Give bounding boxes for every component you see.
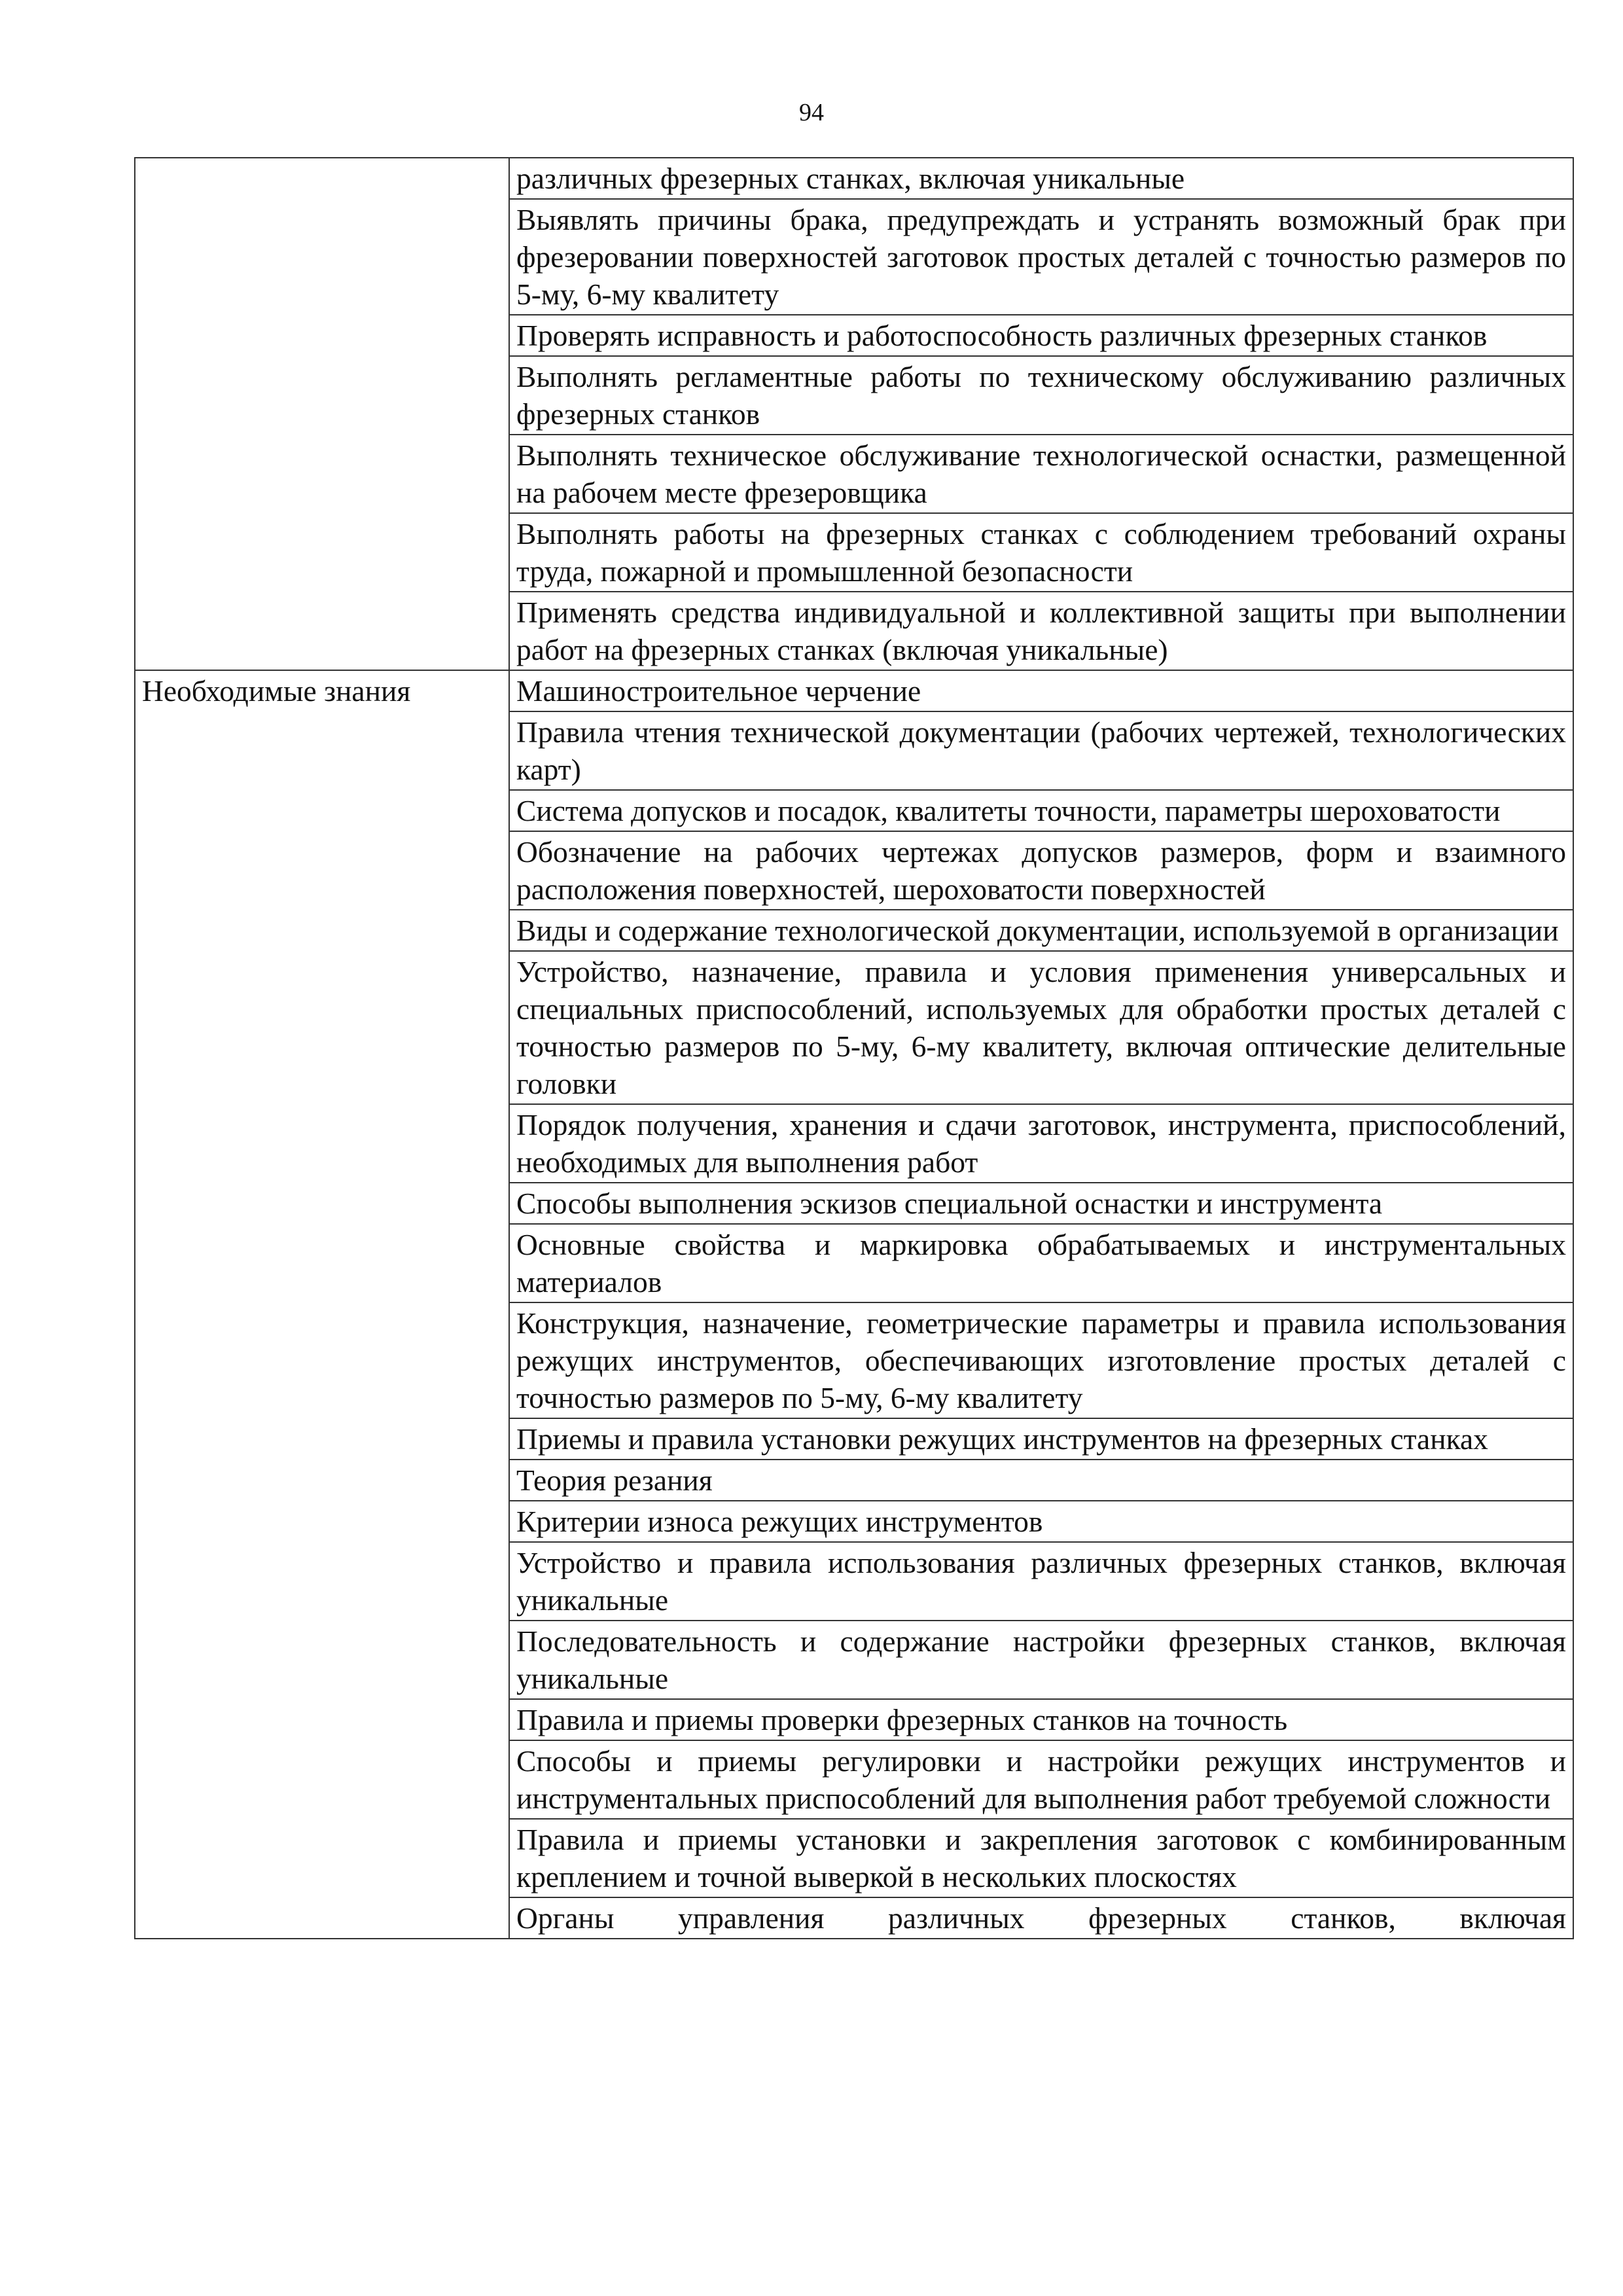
table-cell: Выявлять причины брака, предупреждать и устранять возможный брак при фрезеровании поверхностей заготовок простых деталей с точностью размеров по 5-му, 6-му квалитету [509,199,1573,315]
table-cell: Правила и приемы установки и закрепления заготовок с комбинированным креплением и точной выверкой в нескольких плоскостях [509,1819,1573,1897]
table-cell: Обозначение на рабочих чертежах допусков размеров, форм и взаимного расположения поверхностей, шероховатости поверхностей [509,831,1573,910]
page-number: 94 [799,99,824,126]
table-cell: Последовательность и содержание настройки фрезерных станков, включая уникальные [509,1621,1573,1699]
table-cell: Способы и приемы регулировки и настройки режущих инструментов и инструментальных приспособлений для выполнения работ требуемой сложности [509,1740,1573,1819]
abilities-label-cell [135,158,509,670]
table-cell: Применять средства индивидуальной и коллективной защиты при выполнении работ на фрезерных станках (включая уникальные) [509,592,1573,670]
table-cell: Органы управления различных фрезерных станков, включая [509,1897,1573,1939]
table-cell: Устройство, назначение, правила и условия применения универсальных и специальных приспособлений, используемых для обработки простых деталей с точностью размеров по 5-му, 6-му квалитету, включая оптические делительные головки [509,951,1573,1104]
table-cell: Основные свойства и маркировка обрабатываемых и инструментальных материалов [509,1224,1573,1302]
table-cell: Способы выполнения эскизов специальной оснастки и инструмента [509,1183,1573,1224]
knowledge-label-cell: Необходимые знания [135,670,509,1939]
table-cell: Критерии износа режущих инструментов [509,1501,1573,1542]
requirements-table [134,157,1574,1939]
table-cell: Теория резания [509,1460,1573,1501]
table-cell: Правила и приемы проверки фрезерных станков на точность [509,1699,1573,1740]
table-cell: Правила чтения технической документации (рабочих чертежей, технологических карт) [509,711,1573,790]
table-cell: Машиностроительное черчение [509,670,1573,711]
table-cell: Порядок получения, хранения и сдачи заготовок, инструмента, приспособлений, необходимых для выполнения работ [509,1104,1573,1183]
table-cell: Выполнять регламентные работы по техническому обслуживанию различных фрезерных станков [509,356,1573,435]
table-cell: Выполнять техническое обслуживание технологической оснастки, размещенной на рабочем месте фрезеровщика [509,435,1573,513]
table-cell: различных фрезерных станках, включая уникальные [509,158,1573,199]
table-cell: Конструкция, назначение, геометрические параметры и правила использования режущих инструментов, обеспечивающих изготовление простых деталей с точностью размеров по 5-му, 6-му квалитету [509,1302,1573,1418]
table-cell: Проверять исправность и работоспособность различных фрезерных станков [509,315,1573,356]
table-cell: Устройство и правила использования различных фрезерных станков, включая уникальные [509,1542,1573,1621]
table-cell: Система допусков и посадок, квалитеты точности, параметры шероховатости [509,790,1573,831]
table-row [135,158,1573,199]
table-cell: Приемы и правила установки режущих инструментов на фрезерных станках [509,1418,1573,1460]
table-cell: Выполнять работы на фрезерных станках с соблюдением требований охраны труда, пожарной и промышленной безопасности [509,513,1573,592]
table-cell: Виды и содержание технологической документации, используемой в организации [509,910,1573,951]
table-row [135,670,1573,711]
